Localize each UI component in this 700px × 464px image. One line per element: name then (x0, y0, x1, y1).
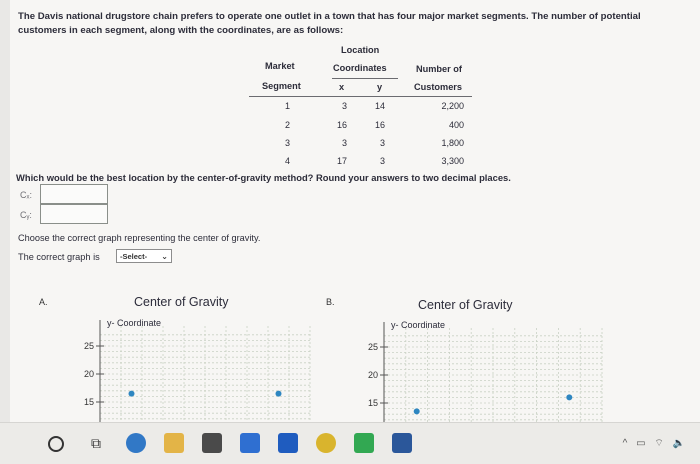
cy-input[interactable] (40, 204, 108, 224)
chart-b-point (566, 394, 572, 400)
row3-y: 3 (379, 138, 385, 148)
correct-graph-label: The correct graph is (18, 252, 100, 262)
edge-icon[interactable] (126, 433, 146, 453)
chart-b-point (414, 408, 420, 414)
row3-x: 3 (341, 138, 347, 148)
header-coordinates: Coordinates (333, 63, 387, 73)
row1-y: 14 (374, 101, 385, 111)
chart-a-ytick-label: 15 (83, 397, 94, 407)
header-market: Market (265, 61, 295, 71)
option-b-label[interactable]: B. (326, 297, 335, 307)
header-number-of: Number of (416, 64, 462, 74)
file-explorer-icon[interactable] (164, 433, 184, 453)
header-x: x (339, 82, 345, 92)
chart-a-plot[interactable] (83, 318, 316, 422)
chart-a-ytick-label: 20 (83, 369, 94, 379)
chart-a-ytick-label: 25 (83, 341, 94, 351)
lync-icon[interactable] (278, 433, 298, 453)
chevron-down-icon: ⌄ (161, 252, 168, 261)
windows-taskbar (0, 422, 700, 464)
row1-segment: 1 (284, 101, 290, 111)
row3-segment: 3 (284, 138, 290, 148)
row4-y: 3 (379, 156, 385, 166)
chart-a-title: Center of Gravity (134, 295, 229, 309)
greenshot-icon[interactable] (354, 433, 374, 453)
system-tray[interactable]: ^ ▭ ⌔ 🔈 (622, 438, 688, 449)
coords-divider (332, 78, 398, 79)
row2-customers: 400 (448, 120, 464, 130)
header-y: y (377, 82, 383, 92)
question-text: The Davis national drugstore chain prefers to operate one outlet in a town that has four major market segments. The number of potential customers in each segment, along with the coordinates, are as follows: (18, 11, 641, 36)
task-view-icon[interactable]: ⧉ (91, 435, 101, 451)
cx-input[interactable] (40, 184, 108, 204)
header-segment: Segment (262, 81, 301, 91)
row1-x: 3 (341, 101, 347, 111)
row2-x: 16 (336, 120, 347, 130)
chart-a-point (129, 391, 135, 397)
word-icon[interactable] (392, 433, 412, 453)
cortana-icon[interactable] (48, 436, 64, 452)
row3-customers: 1,800 (441, 138, 464, 148)
row4-customers: 3,300 (441, 156, 464, 166)
chart-b-ytick-label: 25 (367, 342, 378, 352)
photos-icon[interactable] (316, 433, 336, 453)
store-icon[interactable] (202, 433, 222, 453)
chart-b-ytick-label: 20 (367, 370, 378, 380)
cx-label: Cₓ: (20, 190, 32, 200)
row4-x: 17 (336, 156, 347, 166)
header-divider (249, 96, 472, 97)
chart-b-title: Center of Gravity (418, 298, 513, 312)
chart-b-plot[interactable] (367, 320, 608, 422)
row2-y: 16 (374, 120, 385, 130)
chart-a-point (276, 391, 282, 397)
header-customers: Customers (414, 82, 462, 92)
row1-customers: 2,200 (441, 101, 464, 111)
header-location: Location (341, 45, 380, 55)
choose-graph-instruction: Choose the correct graph representing the center of gravity. (18, 233, 261, 243)
chart-b-ylabel: y- Coordinate (391, 320, 446, 330)
chart-b-ytick-label: 15 (367, 398, 378, 408)
row2-segment: 2 (284, 120, 290, 130)
chart-a-ylabel: y- Coordinate (107, 318, 162, 328)
graph-select-dropdown[interactable] (116, 249, 172, 263)
question-prompt: Which would be the best location by the center-of-gravity method? Round your answers to two decimal places. (16, 172, 511, 183)
cy-label: Cᵧ: (20, 210, 32, 220)
graph-select-value: -Select- (120, 252, 148, 261)
option-a-label[interactable]: A. (39, 297, 48, 307)
mail-icon[interactable] (240, 433, 260, 453)
row4-segment: 4 (284, 156, 290, 166)
